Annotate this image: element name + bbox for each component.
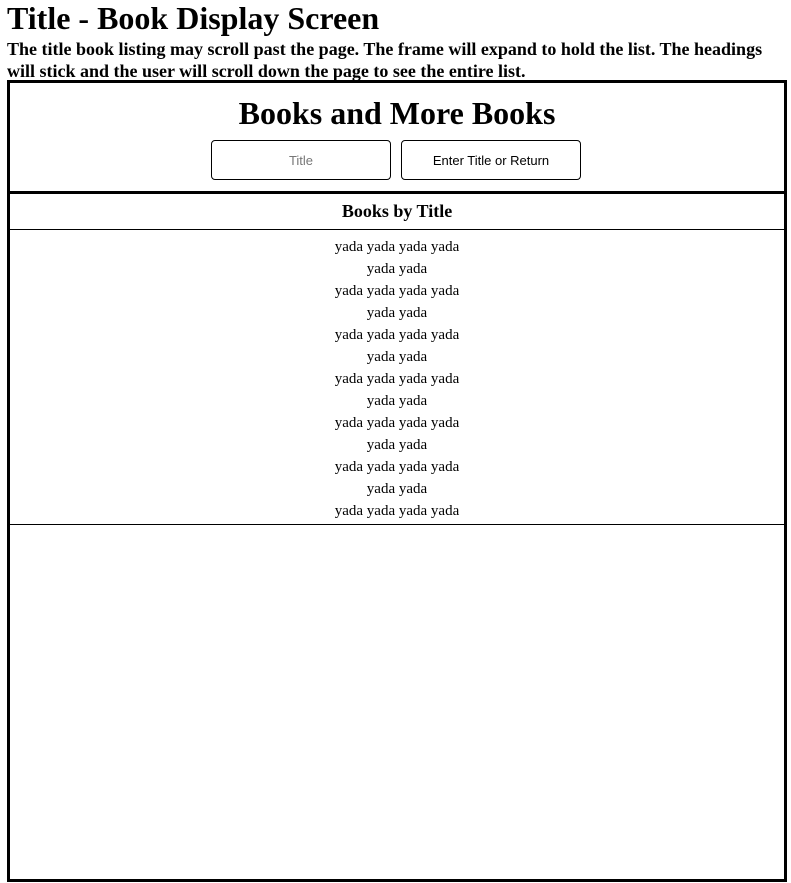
list-item: yada yada yada yada [334, 327, 460, 343]
list-item: yada yada yada yada [334, 371, 460, 387]
list-item: yada yada [366, 261, 428, 277]
list-item: yada yada yada yada [334, 415, 460, 431]
list-item: yada yada yada yada [334, 503, 460, 519]
list-item: yada yada yada yada [334, 459, 460, 475]
list-item: yada yada [366, 437, 428, 453]
app-header [10, 83, 784, 194]
list-item: yada yada yada yada [334, 239, 460, 255]
app-title: Books and More Books [238, 95, 556, 131]
title-search-input[interactable] [211, 140, 391, 180]
list-item: yada yada [366, 305, 428, 321]
page-title: Title - Book Display Screen [7, 0, 380, 36]
list-item: yada yada [366, 481, 428, 497]
list-item: yada yada [366, 349, 428, 365]
book-list [10, 230, 784, 525]
enter-title-button[interactable]: Enter Title or Return [401, 140, 581, 180]
list-item: yada yada yada yada [334, 283, 460, 299]
book-display-frame [7, 80, 787, 882]
page-description: The title book listing may scroll past the page. The frame will expand to hold the list. The headings will stick and the user will scroll down the page to see the entire list. [7, 39, 763, 81]
list-item: yada yada [366, 393, 428, 409]
books-by-title-heading: Books by Title [10, 194, 784, 230]
